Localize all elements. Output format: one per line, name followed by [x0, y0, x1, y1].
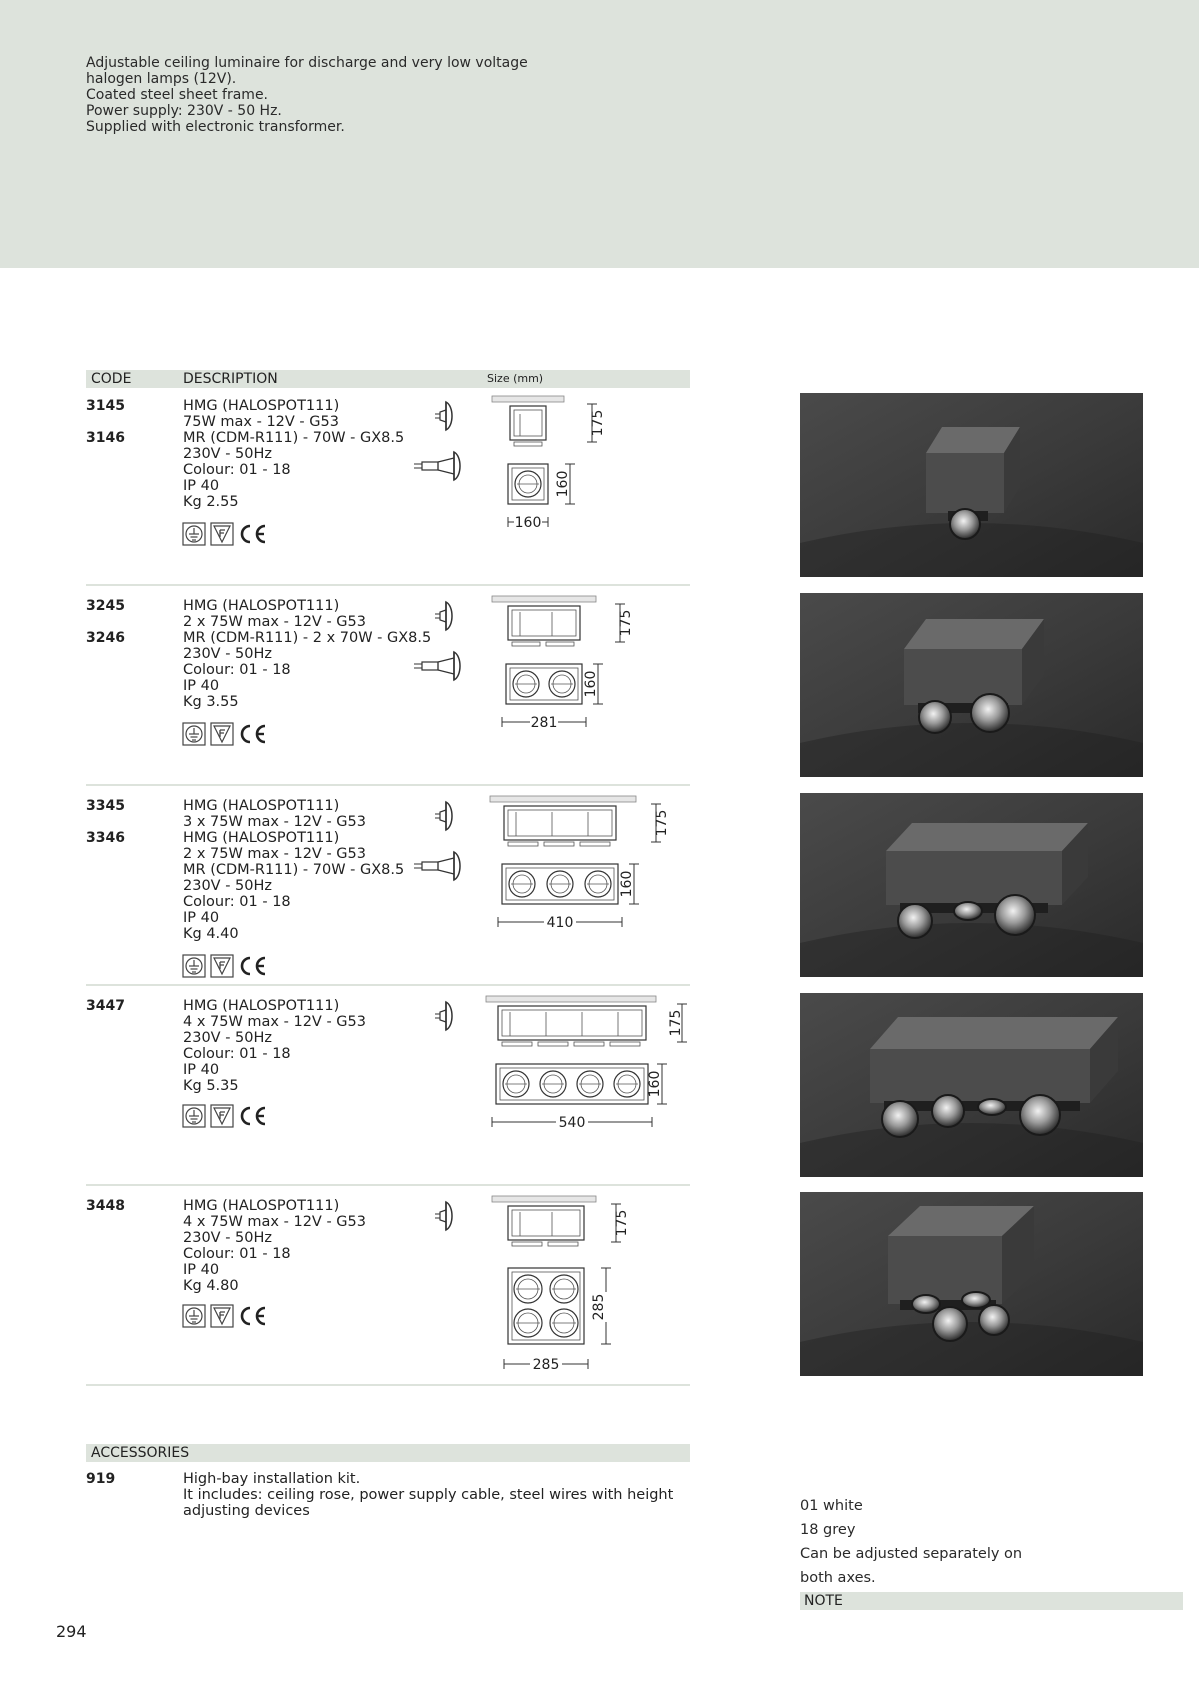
height-dimension: 175 — [618, 609, 634, 637]
accessory-description — [183, 1471, 683, 1519]
dimension-drawing — [484, 992, 690, 1144]
desc-line: Kg 4.40 — [183, 926, 239, 942]
dimension-drawing — [488, 1192, 688, 1382]
earth-class-icon — [182, 522, 206, 546]
intro-line: Coated steel sheet frame. — [86, 87, 269, 103]
product-code: 3145 — [86, 398, 125, 414]
desc-line: HMG (HALOSPOT111) — [183, 798, 340, 814]
code-column-header: CODE — [91, 371, 132, 387]
ce-mark-icon — [238, 1104, 268, 1128]
earth-class-icon — [182, 722, 206, 746]
cdm-lamp-icon — [406, 448, 476, 484]
product-code: 3447 — [86, 998, 125, 1014]
desc-line: IP 40 — [183, 910, 220, 926]
halogen-lamp-icon — [424, 1198, 474, 1234]
desc-line: 230V - 50Hz — [183, 878, 273, 894]
note-title: NOTE — [804, 1593, 843, 1609]
earth-class-icon — [182, 954, 206, 978]
table-header — [86, 370, 690, 388]
certification-marks — [182, 722, 268, 746]
f-mark-icon — [210, 722, 234, 746]
halogen-lamp-icon — [424, 598, 474, 634]
width-dimension: 540 — [558, 1115, 586, 1131]
desc-line: HMG (HALOSPOT111) — [183, 598, 340, 614]
desc-line: 230V - 50Hz — [183, 446, 273, 462]
note-line: 18 grey — [800, 1522, 856, 1538]
desc-line: 3 x 75W max - 12V - G53 — [183, 814, 366, 830]
product-photo — [800, 993, 1143, 1177]
desc-line: IP 40 — [183, 1262, 220, 1278]
product-description — [183, 1198, 366, 1294]
desc-line: 230V - 50Hz — [183, 646, 273, 662]
halogen-lamp-icon — [424, 398, 474, 434]
row-divider — [86, 584, 690, 586]
desc-line: Kg 5.35 — [183, 1078, 239, 1094]
intro-line: Adjustable ceiling luminaire for discharge and very low voltage — [86, 55, 528, 71]
desc-line: Kg 2.55 — [183, 494, 239, 510]
ce-mark-icon — [238, 722, 268, 746]
intro-line: Supplied with electronic transformer. — [86, 119, 345, 135]
product-code: 3146 — [86, 430, 125, 446]
f-mark-icon — [210, 1304, 234, 1328]
accessories-title: ACCESSORIES — [91, 1445, 190, 1461]
desc-line: 230V - 50Hz — [183, 1230, 273, 1246]
cdm-lamp-icon — [406, 648, 476, 684]
certification-marks — [182, 1104, 268, 1128]
f-mark-icon — [210, 1104, 234, 1128]
size-column-header: Size (mm) — [487, 372, 544, 385]
product-description — [183, 998, 366, 1094]
desc-line: Colour: 01 - 18 — [183, 462, 291, 478]
f-mark-icon — [210, 954, 234, 978]
dimension-drawing — [490, 592, 690, 744]
intro-line: halogen lamps (12V). — [86, 71, 237, 87]
product-code: 3245 — [86, 598, 125, 614]
note-line: 01 white — [800, 1498, 863, 1514]
description-column-header: DESCRIPTION — [183, 371, 278, 387]
dimension-drawing — [488, 792, 690, 944]
desc-line: Colour: 01 - 18 — [183, 1246, 291, 1262]
row-divider — [86, 984, 690, 986]
product-code: 3246 — [86, 630, 125, 646]
desc-line: adjusting devices — [183, 1503, 310, 1519]
desc-line: IP 40 — [183, 1062, 220, 1078]
desc-line: MR (CDM-R111) - 2 x 70W - GX8.5 — [183, 630, 432, 646]
desc-line: 75W max - 12V - G53 — [183, 414, 339, 430]
accessories-header — [86, 1444, 690, 1462]
desc-line: IP 40 — [183, 478, 220, 494]
height-dimension: 175 — [614, 1209, 630, 1237]
desc-line: Colour: 01 - 18 — [183, 1046, 291, 1062]
desc-line: High-bay installation kit. — [183, 1471, 361, 1487]
intro-line: Power supply: 230V - 50 Hz. — [86, 103, 282, 119]
desc-line: Colour: 01 - 18 — [183, 894, 291, 910]
desc-line: HMG (HALOSPOT111) — [183, 1198, 340, 1214]
ce-mark-icon — [238, 522, 268, 546]
intro-text — [86, 55, 526, 135]
depth-dimension: 160 — [555, 470, 571, 498]
product-code: 3448 — [86, 1198, 125, 1214]
width-dimension: 281 — [530, 715, 558, 731]
depth-dimension: 160 — [647, 1070, 663, 1098]
product-code: 3345 — [86, 798, 125, 814]
desc-line: MR (CDM-R111) - 70W - GX8.5 — [183, 430, 405, 446]
ce-mark-icon — [238, 954, 268, 978]
height-dimension: 175 — [654, 809, 670, 837]
product-description — [183, 798, 404, 942]
desc-line: 230V - 50Hz — [183, 1030, 273, 1046]
desc-line: HMG (HALOSPOT111) — [183, 998, 340, 1014]
dimension-drawing — [488, 392, 688, 544]
cdm-lamp-icon — [406, 848, 476, 884]
earth-class-icon — [182, 1104, 206, 1128]
row-divider — [86, 1384, 690, 1386]
certification-marks — [182, 522, 268, 546]
height-dimension: 175 — [590, 409, 606, 437]
accessory-code: 919 — [86, 1471, 116, 1487]
halogen-lamp-icon — [424, 998, 474, 1034]
earth-class-icon — [182, 1304, 206, 1328]
depth-dimension: 160 — [583, 670, 599, 698]
certification-marks — [182, 1304, 268, 1328]
depth-dimension: 285 — [591, 1293, 607, 1321]
product-description — [183, 398, 404, 510]
page-number: 294 — [56, 1622, 87, 1641]
desc-line: 4 x 75W max - 12V - G53 — [183, 1214, 366, 1230]
desc-line: 2 x 75W max - 12V - G53 — [183, 614, 366, 630]
width-dimension: 160 — [514, 515, 542, 531]
desc-line: HMG (HALOSPOT111) — [183, 398, 340, 414]
desc-line: IP 40 — [183, 678, 220, 694]
desc-line: Kg 3.55 — [183, 694, 239, 710]
note-line: Can be adjusted separately on — [800, 1546, 1023, 1562]
depth-dimension: 160 — [619, 870, 635, 898]
halogen-lamp-icon — [424, 798, 474, 834]
desc-line: Colour: 01 - 18 — [183, 662, 291, 678]
width-dimension: 285 — [532, 1357, 560, 1373]
product-photo — [800, 593, 1143, 777]
note-line: both axes. — [800, 1570, 876, 1586]
certification-marks — [182, 954, 268, 978]
f-mark-icon — [210, 522, 234, 546]
product-photo — [800, 793, 1143, 977]
desc-line: HMG (HALOSPOT111) — [183, 830, 340, 846]
row-divider — [86, 1184, 690, 1186]
width-dimension: 410 — [546, 915, 574, 931]
product-description — [183, 598, 431, 710]
product-photo — [800, 1192, 1143, 1376]
desc-line: 2 x 75W max - 12V - G53 — [183, 846, 366, 862]
note-header — [800, 1592, 1183, 1610]
desc-line: 4 x 75W max - 12V - G53 — [183, 1014, 366, 1030]
row-divider — [86, 784, 690, 786]
note-text — [800, 1494, 1022, 1590]
desc-line: MR (CDM-R111) - 70W - GX8.5 — [183, 862, 405, 878]
desc-line: It includes: ceiling rose, power supply cable, steel wires with height — [183, 1487, 674, 1503]
product-code: 3346 — [86, 830, 125, 846]
desc-line: Kg 4.80 — [183, 1278, 239, 1294]
ce-mark-icon — [238, 1304, 268, 1328]
height-dimension: 175 — [668, 1009, 684, 1037]
product-photo — [800, 393, 1143, 577]
